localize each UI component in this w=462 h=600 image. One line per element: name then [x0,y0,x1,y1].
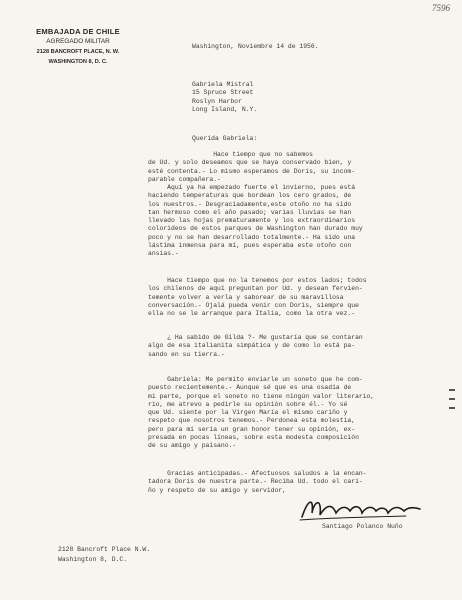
text-line: colorideos de estos parques de Washington han durado muy [148,225,363,233]
margin-mark [449,389,455,391]
address-line: Gabriela Mistral [192,81,254,88]
paragraph-3 [148,277,448,318]
text-line: los chilenos de aquí preguntan por Ud. y desean fervien- [148,285,363,293]
text-line: tan hermoso como el año pasado; varias lluvias se han [148,208,352,216]
sender-address-line: 2128 Bancroft Place N.W. [58,546,151,553]
text-line: que Ud. siente por la Virgen María el mismo cariño y [148,409,348,417]
text-line: de Ud. y solo deseamos que se haya conservado bien, y [148,159,352,167]
text-line: algo de esa italianita simpática y de como lo está pa- [148,342,356,350]
text-line: ¿ Ha sabido de Gilda ?- Me gustaría que se contaran [148,334,363,341]
letter-date: Washington, Noviembre 14 de 1956. [192,43,319,50]
handwritten-signature [296,493,426,525]
text-line: rio, me atrevo a pedirle su opinión sobre él.- Yo sé [148,400,348,408]
text-line: lástima inmensa para mí, pues esperaba este otoño con [148,242,352,250]
text-line: de su amigo y paisano.- [148,442,237,450]
sender-address-line: Washington 8, D.C. [58,555,128,563]
text-line: Hace tiempo que no la tenemos por estos lados; todos [148,277,367,284]
paragraph-4 [148,334,448,359]
text-line: conversación.- Ojalá pueda venir con Doris, siempre que [148,301,359,309]
text-line: tadora Doris de nuestra parte.- Reciba Ud. todo el cari- [148,478,363,486]
text-line: respeto que nosotros tenemos.- Perdonea esta molestia, [148,417,356,425]
text-line: llevado las hojas prematuramente y los extraordinarios [148,217,356,225]
text-line: temente volver a verla y saborear de su maravillosa [148,293,344,301]
address-line: 15 Spruce Street [192,89,254,97]
letterhead [18,27,138,67]
text-line: haciendo temperaturas que bordean los cero grados, de [148,192,352,200]
text-line: mi parte, porque el soneto no tiene ningún valor literario, [148,392,375,400]
text-line: sando en su tierra.- [148,350,225,358]
letterhead-office: AGREGADO MILITAR [46,38,110,45]
text-line: ella no se le arranque para Italia, como la otra vez.- [148,310,356,318]
paragraph-6 [148,470,448,495]
paragraph-5 [148,376,448,451]
salutation: Querida Gabriela: [192,135,258,142]
recipient-address [192,81,257,114]
text-line: puesto recientemente.- Aunque sé que es una osadía de [148,384,352,392]
signer-name: Santiago Polanco Nuño [322,523,403,530]
margin-mark [449,407,455,409]
text-line: Gracias anticipadas.- Afectuosos saludos a la encan- [148,470,367,477]
text-line: poco y no se han desarrollado totalmente.- Ha sido una [148,233,356,241]
text-line: esté contenta.- Lo mismo esperamos de Doris, su incom- [148,167,356,175]
paragraph-2 [148,184,448,259]
text-line: Gabriela: Me permito enviarle un soneto que he com- [148,376,363,383]
address-line: Long Island, N.Y. [192,105,258,113]
text-line: presada en pocas líneas, sobre esta modesta composición [148,434,359,442]
archive-number: 7596 [432,3,450,13]
letterhead-city: WASHINGTON 8, D. C. [48,59,108,65]
letterhead-embassy: EMBAJADA DE CHILE [36,27,120,36]
text-line: Aquí ya ha empezado fuerte el invierno, pues está [148,184,356,191]
margin-mark [449,398,455,400]
text-line: Hace tiempo que no sabemos [148,151,313,158]
address-line: Roslyn Harbor [192,97,242,105]
text-line: pero para mí sería un gran honor tener su opinión, ex- [148,425,356,433]
paragraph-1 [148,151,448,184]
sender-address [58,545,150,564]
text-line: los nuestros.- Desgraciadamente,este otoño no ha sido [148,200,352,208]
text-line: parable compañera.- [148,175,221,183]
text-line: ño y respeto de su amigo y servidor, [148,486,287,494]
text-line: ansias.- [148,250,179,258]
letterhead-street: 2128 BANCROFT PLACE, N. W. [36,49,120,55]
